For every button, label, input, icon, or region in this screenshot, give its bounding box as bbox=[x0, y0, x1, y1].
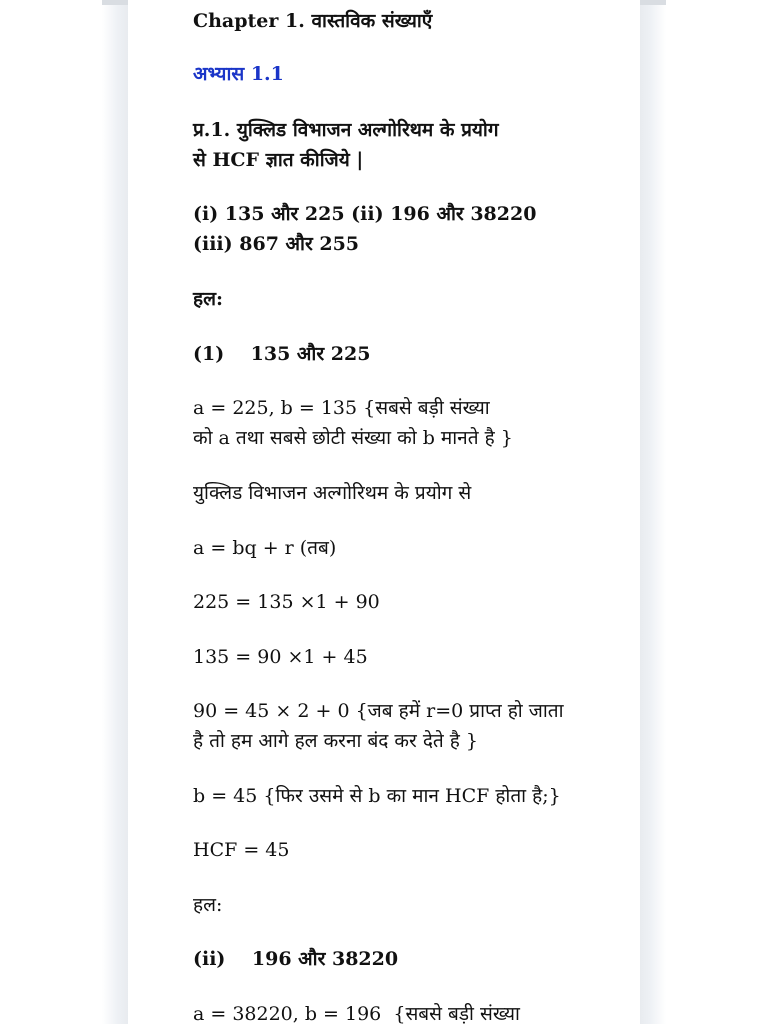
equation-2: 135 = 90 ×1 + 45 bbox=[193, 646, 368, 668]
chapter-title: Chapter 1. वास्तविक संख्याएँ bbox=[193, 10, 433, 32]
exercise-heading: अभ्यास 1.1 bbox=[193, 63, 284, 85]
solution-label-2: हल: bbox=[193, 894, 223, 916]
method-line: युक्लिड विभाजन अल्गोरिथम के प्रयोग से bbox=[193, 482, 472, 504]
question-parts-line-1: (i) 135 और 225 (ii) 196 और 38220 bbox=[193, 203, 537, 225]
question-parts-line-2: (iii) 867 और 255 bbox=[193, 233, 360, 255]
equation-1: 225 = 135 ×1 + 90 bbox=[193, 591, 380, 613]
step-ab-line-2: को a तथा सबसे छोटी संख्या को b मानते है } bbox=[193, 427, 513, 449]
equation-3-line-2: है तो हम आगे हल करना बंद कर देते है } bbox=[193, 730, 478, 752]
solution-label: हल: bbox=[193, 288, 223, 310]
part-1-heading: (1) 135 और 225 bbox=[193, 343, 371, 365]
question-line-2: से HCF ज्ञात कीजिये | bbox=[193, 149, 364, 171]
hcf-result: HCF = 45 bbox=[193, 839, 290, 861]
step-ab-line-1: a = 225, b = 135 {सबसे बड़ी संख्या bbox=[193, 397, 490, 419]
formula-line: a = bq + r (तब) bbox=[193, 537, 337, 559]
left-page-shadow bbox=[102, 0, 128, 1024]
question-line-1: प्र.1. युक्लिड विभाजन अल्गोरिथम के प्रयोग bbox=[193, 119, 499, 141]
part-2-heading: (ii) 196 और 38220 bbox=[193, 948, 399, 970]
b-value-line: b = 45 {फिर उसमे से b का मान HCF होता है;} bbox=[193, 785, 561, 807]
part-2-ab-line-1: a = 38220, b = 196 {सबसे बड़ी संख्या bbox=[193, 1003, 520, 1025]
right-page-shadow bbox=[640, 0, 666, 1024]
document-page bbox=[128, 0, 640, 1024]
equation-3-line-1: 90 = 45 × 2 + 0 {जब हमें r=0 प्राप्त हो जाता bbox=[193, 700, 564, 722]
